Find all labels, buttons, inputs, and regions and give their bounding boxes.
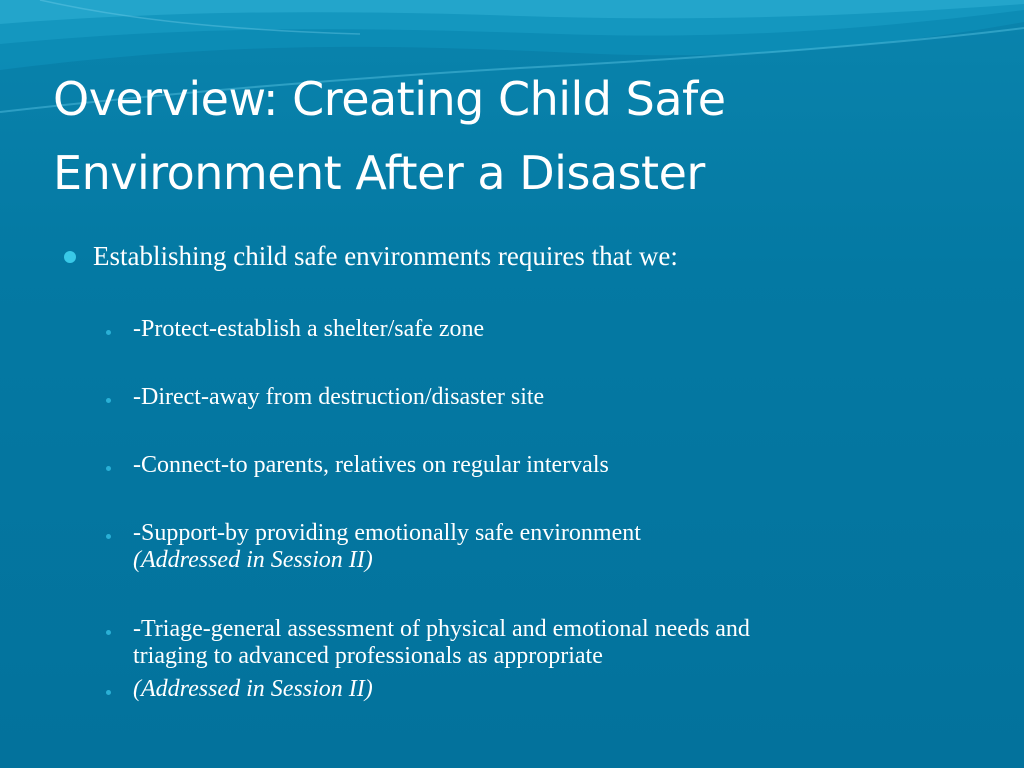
main-bullet: Establishing child safe environments requires that we: [93,241,678,271]
sub-bullet-note-session [133,676,993,703]
sub-bullet-direct [133,384,993,411]
sub-bullet-line: -Connect-to parents, relatives on regular intervals [133,452,609,478]
sub-bullet-line: -Triage-general assessment of physical and emotional needs and [133,616,750,642]
sub-bullet-protect [133,316,993,343]
slide-title-line: Environment After a Disaster [53,146,705,200]
sub-bullet-line: -Support-by providing emotionally safe environment [133,520,641,546]
sub-bullet-dot-icon [106,330,111,335]
sub-bullet-dot-icon [106,630,111,635]
sub-bullet-note: (Addressed in Session II) [133,676,373,702]
sub-bullet-dot-icon [106,466,111,471]
sub-bullet-note: (Addressed in Session II) [133,547,373,573]
sub-bullet-triage [133,616,993,670]
sub-bullet-support [133,520,993,574]
sub-bullet-line: triaging to advanced professionals as appropriate [133,643,603,669]
sub-bullet-dot-icon [106,690,111,695]
sub-bullet-line: -Protect-establish a shelter/safe zone [133,316,485,342]
sub-bullet-connect [133,452,993,479]
slide-title-line: Overview: Creating Child Safe [53,72,726,126]
sub-bullet-line: -Direct-away from destruction/disaster site [133,384,545,410]
bullet-dot-icon [64,251,76,263]
sub-bullet-dot-icon [106,534,111,539]
sub-bullet-dot-icon [106,398,111,403]
